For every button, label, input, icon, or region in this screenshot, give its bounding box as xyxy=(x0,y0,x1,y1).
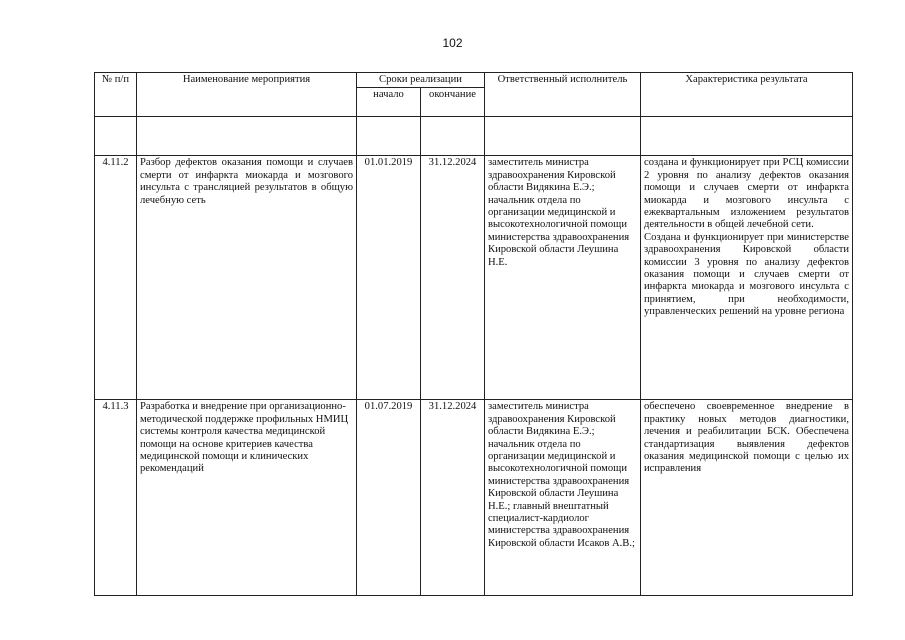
row-end: 31.12.2024 xyxy=(421,156,485,400)
header-responsible: Ответственный исполнитель xyxy=(485,73,641,117)
spacer-cell xyxy=(137,117,357,156)
result-paragraph: Создана и функционирует при министерстве здравоохранения Кировской области комиссии 3 уровня по анализу дефектов оказания помощи и случаев смерти от инфаркта миокарда и мозгового инсульта с принятием, при необходимости, управленческих решений на уровне региона xyxy=(644,231,849,318)
row-end: 31.12.2024 xyxy=(421,400,485,596)
header-end: окончание xyxy=(421,88,485,117)
row-responsible: заместитель министра здравоохранения Кировской области Видякина Е.Э.; начальник отдела по организации медицинской и высокотехнологичной помощи министерства здравоохранения Кировской области Леушина Н.Е.; главный внештатный специалист-кардиолог министерства здравоохранения Кировской области Исаков А.В.; xyxy=(485,400,641,596)
row-start: 01.01.2019 xyxy=(357,156,421,400)
row-result xyxy=(641,400,853,596)
header-name: Наименование мероприятия xyxy=(137,73,357,117)
header-start: начало xyxy=(357,88,421,117)
table-row xyxy=(95,156,853,400)
header-row xyxy=(95,73,853,88)
spacer-cell xyxy=(641,117,853,156)
result-paragraph: создана и функционирует при РСЦ комиссии 2 уровня по анализу дефектов оказания помощи и случаев смерти от инфаркта миокарда и мозгового инсульта с ежеквартальным изложением результатов деятельности в общей лечебной сети. xyxy=(644,157,849,231)
page-number: 102 xyxy=(442,36,463,50)
row-num: 4.11.2 xyxy=(95,156,137,400)
header-terms: Сроки реализации xyxy=(357,73,485,88)
row-num: 4.11.3 xyxy=(95,400,137,596)
row-result xyxy=(641,156,853,400)
spacer-cell xyxy=(95,117,137,156)
header-num: № п/п xyxy=(95,73,137,117)
row-name: Разработка и внедрение при организационно-методической поддержке профильных НМИЦ системы контроля качества медицинской помощи на основе критериев качества медицинской помощи и клинических рекомендаций xyxy=(137,400,357,596)
spacer-cell xyxy=(357,117,421,156)
measures-table xyxy=(94,72,853,596)
header-result: Характеристика результата xyxy=(641,73,853,117)
row-name: Разбор дефектов оказания помощи и случаев смерти от инфаркта миокарда и мозгового инсульта с трансляцией результатов в общую лечебную сеть xyxy=(137,156,357,400)
spacer-row xyxy=(95,117,853,156)
result-paragraph: обеспечено своевременное внедрение в практику новых методов диагностики, лечения и реабилитации БСК. Обеспечена стандартизация выявления дефектов оказания медицинской помощи с целью их исправления xyxy=(644,401,849,475)
spacer-cell xyxy=(485,117,641,156)
spacer-cell xyxy=(421,117,485,156)
row-start: 01.07.2019 xyxy=(357,400,421,596)
table-row xyxy=(95,400,853,596)
row-responsible: заместитель министра здравоохранения Кировской области Видякина Е.Э.; начальник отдела по организации медицинской и высокотехнологичной помощи министерства здравоохранения Кировской области Леушина Н.Е. xyxy=(485,156,641,400)
